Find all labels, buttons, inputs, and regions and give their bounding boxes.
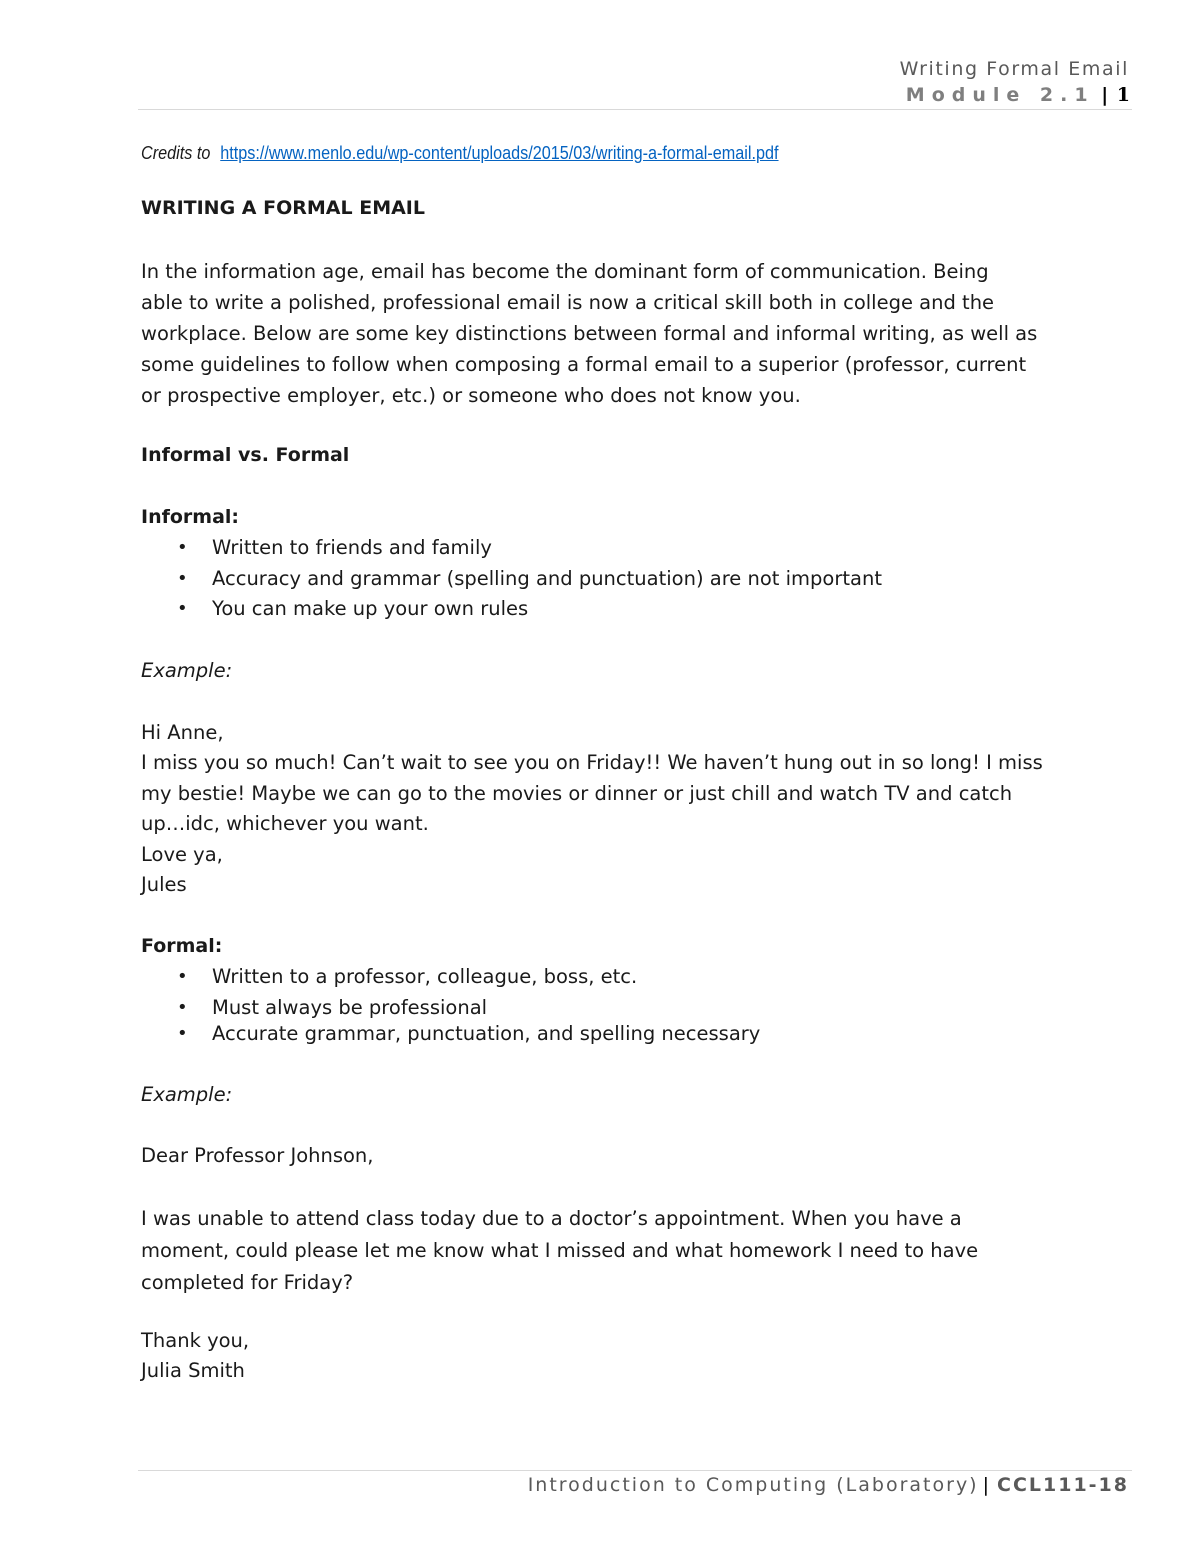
informal-bullet: You can make up your own rules bbox=[212, 597, 529, 620]
informal-bullet: Accuracy and grammar (spelling and punctuation) are not important bbox=[212, 567, 882, 590]
informal-example-line: Jules bbox=[141, 873, 187, 896]
formal-bullet: Written to a professor, colleague, boss, etc. bbox=[212, 965, 638, 988]
formal-body-line: moment, could please let me know what I missed and what homework I need to have bbox=[141, 1239, 979, 1262]
informal-example-line: I miss you so much! Can’t wait to see you on Friday!! We haven’t hung out in so long! I miss bbox=[141, 751, 1043, 774]
footer-separator: | bbox=[982, 1474, 990, 1496]
credits-link[interactable]: https://www.menlo.edu/wp-content/uploads/2015/03/writing-a-formal-email.pdf bbox=[220, 143, 779, 163]
informal-label: Informal: bbox=[141, 506, 240, 528]
informal-example-label: Example: bbox=[141, 659, 233, 682]
informal-example-line: my bestie! Maybe we can go to the movies or dinner or just chill and watch TV and catch bbox=[141, 782, 1013, 805]
document-heading: WRITING A FORMAL EMAIL bbox=[141, 197, 425, 219]
bullet-icon: • bbox=[177, 1023, 188, 1044]
credits-line bbox=[141, 143, 779, 164]
informal-bullet: Written to friends and family bbox=[212, 536, 492, 559]
formal-closing: Thank you, bbox=[141, 1329, 250, 1352]
formal-body-line: completed for Friday? bbox=[141, 1271, 354, 1294]
header-module bbox=[906, 84, 1130, 106]
bullet-icon: • bbox=[177, 537, 188, 558]
informal-example-line: Love ya, bbox=[141, 843, 223, 866]
header-title: Writing Formal Email bbox=[899, 58, 1129, 80]
formal-example-label: Example: bbox=[141, 1083, 233, 1106]
intro-line: In the information age, email has become the dominant form of communication. Being bbox=[141, 260, 989, 283]
informal-example-line: Hi Anne, bbox=[141, 721, 224, 744]
formal-body-line: I was unable to attend class today due to a doctor’s appointment. When you have a bbox=[141, 1207, 962, 1230]
section-title: Informal vs. Formal bbox=[141, 444, 350, 466]
bullet-icon: • bbox=[177, 997, 188, 1018]
credits-prefix: Credits to bbox=[141, 143, 211, 163]
footer-course: Introduction to Computing (Laboratory) bbox=[527, 1474, 979, 1496]
footer-course-code: CCL111-18 bbox=[997, 1474, 1129, 1496]
formal-signature: Julia Smith bbox=[141, 1359, 245, 1382]
formal-label: Formal: bbox=[141, 935, 223, 957]
bullet-icon: • bbox=[177, 598, 188, 619]
bullet-icon: • bbox=[177, 568, 188, 589]
formal-bullet: Must always be professional bbox=[212, 996, 488, 1019]
footer-divider bbox=[138, 1470, 1132, 1471]
formal-bullet: Accurate grammar, punctuation, and spelling necessary bbox=[212, 1022, 761, 1045]
bullet-icon: • bbox=[177, 966, 188, 987]
page-number: 1 bbox=[1116, 84, 1130, 106]
header-divider bbox=[138, 109, 1132, 110]
intro-line: or prospective employer, etc.) or someone who does not know you. bbox=[141, 384, 801, 407]
formal-salutation: Dear Professor Johnson, bbox=[141, 1144, 374, 1167]
intro-line: able to write a polished, professional email is now a critical skill both in college and the bbox=[141, 291, 995, 314]
footer bbox=[528, 1474, 1129, 1496]
intro-line: workplace. Below are some key distinctions between formal and informal writing, as well as bbox=[141, 322, 1038, 345]
header-separator: | bbox=[1101, 84, 1109, 106]
intro-line: some guidelines to follow when composing a formal email to a superior (professor, current bbox=[141, 353, 1027, 376]
informal-example-line: up…idc, whichever you want. bbox=[141, 812, 429, 835]
module-label: Module 2.1 bbox=[905, 84, 1095, 106]
